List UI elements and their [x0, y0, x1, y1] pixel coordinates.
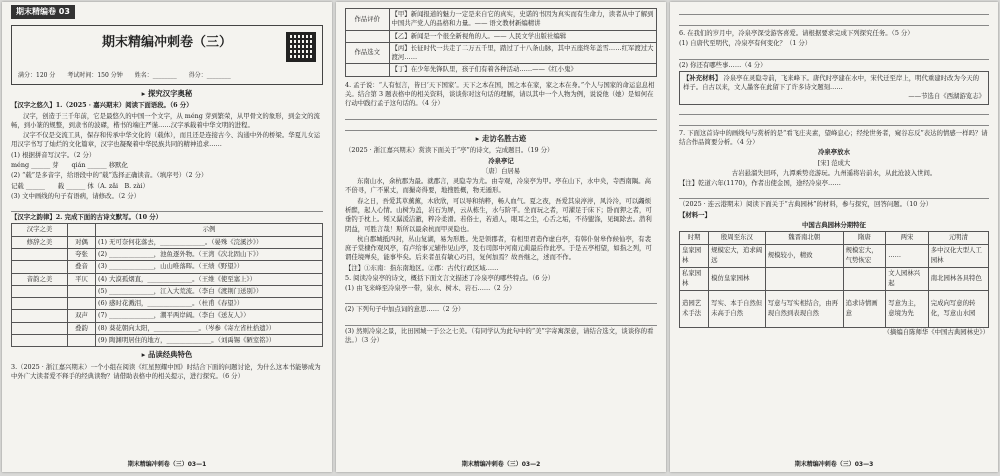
table-cell: 音韵之美 — [12, 273, 68, 285]
table-cell: 造园艺术手法 — [680, 290, 709, 327]
table-cell: 写意与写实相结合，由再现自然到表现自然 — [765, 290, 843, 327]
table-cell: 写实、本于自然但未高于自然 — [709, 290, 766, 327]
table-cell: 【丙】长征时代一共走了二万五千里，踏过了十八条山脉，其中五座终年盖雪……红军渡过大渡河…… — [389, 42, 656, 64]
table-header: 汉字之美 — [12, 224, 68, 236]
table-cell: …… — [886, 244, 929, 267]
passage-paragraph: 杭自郡城抵四封，丛山复湖，易为形胜。先是领郡者，有相里君造作虚白亭，有韩仆射皋作候仙亭，有裴庶子棠棣作观风亭，有卢给事元辅作见山亭，及右司郎中河南元藇最后作此亭。于是五亭相望，如指之列，可谓佳境殚矣，能事毕矣。后来者虽有敏心巧目，复何加焉？故吾继之，述而不作。 — [345, 234, 652, 262]
question-8-head: （2025 · 连云港期末）阅读下面关于“古典园林”的材料，参与探究，回答问题。（10 分） — [679, 200, 933, 209]
table-row — [12, 322, 323, 334]
answer-line[interactable] — [345, 110, 657, 120]
table-cell — [67, 285, 95, 297]
table-cell — [12, 322, 68, 334]
table-cell: (2) ______________，池鱼逐外物。（王湾《次北固山下》） — [95, 248, 322, 260]
table-cell: 作品评价 — [346, 9, 390, 31]
section-title-1: ▸ 探究汉字奥秘 — [11, 89, 323, 100]
table-cell: 模仿皇家园林 — [709, 267, 766, 290]
table-cell — [12, 298, 68, 310]
table-cell: 规模宏大，追求阔远 — [709, 244, 766, 267]
section-title-2: ▸ 品读经典特色 — [11, 350, 323, 361]
table-cell: (7) ______________，潮平两岸阔。（李白《送友人》） — [95, 310, 322, 322]
answer-line[interactable] — [679, 16, 989, 26]
question-6-2: (2) 你还有哪些事……（4 分） — [679, 60, 767, 69]
table-row — [680, 267, 989, 290]
question-5: 5. 阅读冷泉亭的诗文，概括下面文言文描述了冷泉亭的哪些特点。（6 分） — [345, 273, 555, 282]
question-1-2: (2) “载”是多音字，给语段中的“载”选择正确读音。（填序号）（2 分） — [11, 171, 208, 180]
table-cell — [843, 267, 886, 290]
supplement-box — [679, 71, 989, 105]
table-cell — [12, 334, 68, 346]
table-row — [12, 334, 323, 346]
table-row — [346, 64, 657, 76]
answer-line[interactable] — [345, 316, 657, 326]
answer-line[interactable] — [679, 189, 989, 199]
table-cell: 皇家园林 — [680, 244, 709, 267]
question-1-para-1: 汉字，创造于三千年前，它是最悠久的中国一个文字，从 méng 芽到繁荣，从甲骨文的象形，到金文的流畅，到小篆的规整，到隶书的波磔，楷书的端庄严谨……汉字承载着中华文明的进程。 — [11, 111, 320, 129]
table-header: 元明清 — [928, 232, 988, 244]
table-cell: (9) 陶渊明居住的地方，______________。（刘禹锡《陋室铭》） — [95, 334, 322, 346]
table-cell: 平仄 — [67, 273, 95, 285]
poem-author: [宋] 范成大 — [817, 158, 851, 167]
table-row — [12, 248, 323, 260]
page-footer: 期末精编冲刺卷（三）03—2 — [461, 461, 541, 469]
table-cell: (6) 感时花溅泪，______________。（杜甫《春望》） — [95, 298, 322, 310]
table-row — [680, 244, 989, 267]
table-header: 示例 — [95, 224, 322, 236]
table-cell: (4) 大漠孤烟直，______________。（王维《使至塞上》） — [95, 273, 322, 285]
question-6: 6. 在我们的岁月中，冷泉亭深受游客喜爱。请根据要求完成下列探究任务。（5 分） — [679, 29, 914, 37]
table-header: 两宋 — [886, 232, 929, 244]
table-cell: 修辞之美 — [12, 236, 68, 248]
table-row — [12, 261, 323, 273]
answer-line[interactable] — [11, 202, 323, 212]
table-cell: 夸张 — [67, 248, 95, 260]
table-cell: (5) ______________，江入大荒流。（李白《渡荆门送别》） — [95, 285, 322, 297]
table-row — [346, 9, 657, 31]
table-cell — [12, 248, 68, 260]
answer-line[interactable] — [679, 50, 989, 60]
table-cell: (8) 葵花朝向太阳，______________。（岑参《寄左省杜拾遗》） — [95, 322, 322, 334]
table-row — [12, 285, 323, 297]
table-header: 隋唐 — [843, 232, 886, 244]
question-1-head: 【汉字之悠久】1.（2025 · 嘉兴期末）阅读下面语段。（6 分） — [11, 101, 193, 110]
work-table — [345, 8, 657, 77]
supplement-text: 冷泉亭在灵隐寺前，飞来峰下。唐代时亭建在水中，宋代迁至岸上，明代重建时改为今天的样子。自古以来，文人墨客在此留下了许多诗文题刻…… — [683, 73, 980, 92]
material-note: （摘编自陈师华《中国古典园林史》） — [883, 327, 989, 336]
question-1-2-options: 记载 ______ 载 ______ 体（A. zǎi B. zài） — [11, 181, 149, 190]
table-cell: 完成向写意的转化，写意山水园 — [928, 290, 988, 327]
poetry-table — [11, 223, 323, 347]
table-cell: 【甲】新闻报道的魅力一定是来自它的真实，史诺的书因为真实而有生命力，读者从中了解到中国共产党人的品格和力量。—— 语文教材新编精讲 — [389, 9, 656, 31]
question-1-3: (3) 文中画线的句子有语病，请修改。（2 分） — [11, 191, 141, 200]
table-row — [12, 298, 323, 310]
table-header — [67, 224, 95, 236]
passage-notes: 【注】①东南：指东南地区。②郡：古代行政区域…… — [345, 263, 499, 272]
question-6-1: (1) 自唐代至明代，冷泉亭有何变化？（1 分） — [679, 39, 812, 48]
question-4: 4. 孟子说：“人有恒言，皆曰‘天下国家’。天下之本在国，国之本在家，家之本在身。”个人与国家的命运息息相关。结合第 3 题表格中的相关资料，谈谈你对这句话的理解，请以其中一个人物为例，说说他（她）是如何在行动中践行孟子这句话的。（4 分） — [345, 80, 655, 108]
poem-note: 【注】乾道六年(1170)，作者出使金国，途经冷泉亭…… — [679, 179, 841, 188]
table-cell — [67, 298, 95, 310]
table-cell — [765, 267, 843, 290]
question-5-1: (1) 由飞来峰至冷泉亭一带，泉水、树木、岩石……（2 分） — [345, 284, 516, 293]
question-1-1-pinyin: méng ______ 芽 qián ______ 移默化 — [11, 161, 128, 170]
section-title-3: ▸ 走访名胜古迹 — [345, 134, 657, 145]
passage-paragraph: 东南山水，余杭郡为最。就郡言，灵隐寺为尤。由寺观，冷泉亭为甲。亭在山下，水中央，寺西南隅。高不倍寻，广不累丈，而撮奇得要，地搜胜概，物无遁形。 — [345, 177, 651, 195]
answer-line[interactable] — [345, 294, 657, 304]
question-3: 3.（2025 · 浙江嘉兴期末）一个小组在阅读《红星照耀中国》时结合下面的问题讨论，为什么这本书能够成为中外广大读者爱不释手的经典读物？请借助表格中的相关提示，进行探究。（6 分） — [11, 362, 321, 381]
table-cell: 写意为主，意境为先 — [886, 290, 929, 327]
passage-paragraph: 春之日，吾爱其草薰薰，木欣欣，可以导和纳粹，畅人血气。夏之夜，吾爱其泉渟渟，风泠泠，可以蠲烦析酲，起人心情。山树为盖，岩石为屏，云从栋生，水与阶平。坐而玩之者，可濯足于床下；卧而狎之者，可垂钓于枕上。矧又潺湲洁澈，粹冷柔滑。若俗士，若道人，眼耳之尘，心舌之垢，不待盥涤，见辄除去。潜利阴益，可胜言哉！斯所以最余杭而甲灵隐也。 — [345, 196, 652, 233]
table-header: 殷周至东汉 — [709, 232, 766, 244]
title-box — [11, 25, 323, 85]
page-title: 期末精编冲刺卷（三） — [101, 34, 232, 50]
qr-code-icon — [286, 32, 316, 62]
question-5-3: (3) 然则冷泉之景，比田园城一于公之七美。（有同学认为此句中的“美”字寄寓深意，请结合选文，谈谈你的看法。）（3 分） — [345, 326, 654, 345]
passage-title: 冷泉亭记 — [488, 156, 514, 165]
exam-meta: 满分：120 分 考试时间：150 分钟 姓名：________ 得分：________ — [18, 71, 231, 79]
page-1 — [2, 2, 332, 472]
poem-lines: 古岩悬溜失回环，九潭乘势竞游玩。九州遥将岩前水，从此沧波入世间。 — [731, 168, 937, 177]
answer-line[interactable] — [679, 5, 989, 15]
table-cell: 私家园林 — [680, 267, 709, 290]
table-cell: 南北园林各具特色 — [928, 267, 988, 290]
table-cell — [346, 64, 390, 76]
table-row — [12, 236, 323, 248]
table-cell: (1) 无可奈何花落去，______________。（晏殊《浣溪沙》） — [95, 236, 322, 248]
table-cell — [67, 334, 95, 346]
table-row — [680, 290, 989, 327]
answer-line[interactable] — [345, 121, 657, 131]
table-cell: 追求诗情画意 — [843, 290, 886, 327]
table-cell: 作品选文 — [346, 42, 390, 64]
table-row — [346, 30, 657, 42]
poem-title: 冷泉亭放水 — [818, 148, 850, 157]
material-head: 【材料一】 — [679, 210, 711, 219]
garden-table — [679, 231, 989, 327]
table-row — [12, 273, 323, 285]
table-cell: (3) ______________，山山唯落晖。（王绩《野望》） — [95, 261, 322, 273]
table-cell — [346, 30, 390, 42]
exam-label: 期末精编卷 03 — [11, 5, 75, 19]
passage-intro: （2025 · 浙江嘉兴期末）赏读下面关于“亭”的诗文，完成题目。（19 分） — [345, 146, 554, 155]
table-header: 时期 — [680, 232, 709, 244]
answer-line[interactable] — [679, 105, 989, 115]
table-cell — [12, 310, 68, 322]
table-cell: 多中汉化大型人工园林 — [928, 244, 988, 267]
page-3 — [670, 2, 998, 472]
table-cell: 双声 — [67, 310, 95, 322]
question-2-head: 【汉字之韵律】2. 完成下面的古诗文默写。（10 分） — [11, 213, 163, 222]
passage-author: 〔唐〕白居易 — [481, 166, 521, 175]
table-cell: 文人园林兴起 — [886, 267, 929, 290]
table-cell: 叠音 — [67, 261, 95, 273]
page-footer: 期末精编冲刺卷（三）03—3 — [794, 461, 874, 469]
page-2 — [336, 2, 666, 472]
supplement-head: 【补充材料】 — [683, 73, 722, 82]
question-1-para-2: 汉字不仅是交流工具，保存和传承中华文化的（载体），而且还是连接古今、沟通中外的桥梁。华夏儿女运用汉字书写了灿烂的文化篇章，汉字也凝聚着中华民族共同的精神追求…… — [11, 131, 321, 149]
supplement-source: ——节选自《西湖游览志》 — [908, 92, 985, 101]
question-5-2: (2) 下列句子中加点词的意思……（2 分） — [345, 305, 465, 314]
table-row — [346, 42, 657, 64]
table-cell: 【丁】在少年先锋队里，孩子们有着各种活动……——《红小鬼》 — [389, 64, 656, 76]
table-cell: 对偶 — [67, 236, 95, 248]
table-row — [12, 310, 323, 322]
table-cell — [12, 261, 68, 273]
table-cell: 规模宏大，气势恢宏 — [843, 244, 886, 267]
table-cell: 规模较小，精致 — [765, 244, 843, 267]
table-cell: 叠韵 — [67, 322, 95, 334]
question-7-head: 7. 下面这首诗中的画线句与赏析的是“看飞庄夹素，望峰息心；经纶世务者，窥谷忘反”表达的情感一样吗？请结合作品简要分析。（4 分） — [679, 128, 988, 146]
table-cell: 【乙】新闻是一个很全新视角的人。—— 人民文学出版社编辑 — [389, 30, 656, 42]
page-footer: 期末精编冲刺卷（三）03—1 — [127, 461, 207, 469]
table-cell — [12, 285, 68, 297]
material-title: 中国古典园林分期特征 — [802, 220, 866, 229]
question-1-1: (1) 根据拼音写汉字。（2 分） — [11, 150, 96, 159]
table-header: 魏晋南北朝 — [765, 232, 843, 244]
answer-line[interactable] — [679, 116, 989, 126]
